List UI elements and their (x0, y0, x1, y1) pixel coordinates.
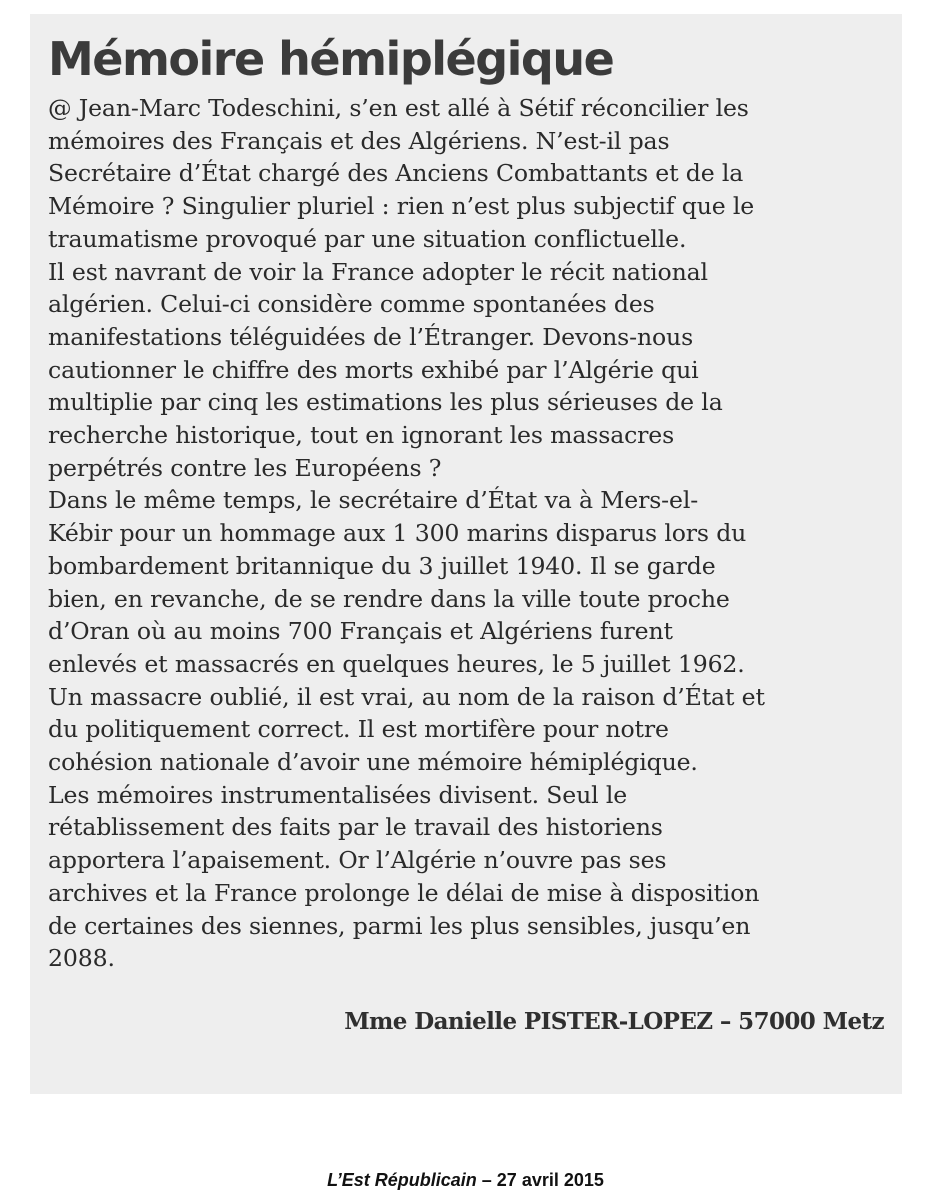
article-line: Kébir pour un hommage aux 1 300 marins disparus lors du (48, 519, 747, 548)
article-paragraph (48, 779, 884, 975)
article-line: algérien. Celui-ci considère comme spontanées des (48, 290, 655, 319)
article-line: 2088. (48, 944, 115, 973)
source-caption (0, 1168, 931, 1192)
source-publication: L’Est Républicain (327, 1170, 477, 1190)
article-line: cautionner le chiffre des morts exhibé par l’Algérie qui (48, 355, 699, 384)
article-line: Mémoire ? Singulier pluriel : rien n’est plus subjectif que le (48, 192, 755, 221)
article-line: multiplie par cinq les estimations les plus sérieuses de la (48, 388, 723, 417)
article-line: traumatisme provoqué par une situation conflictuelle. (48, 224, 687, 253)
article-line: apportera l’apaisement. Or l’Algérie n’ouvre pas ses (48, 846, 667, 875)
article-line: bombardement britannique du 3 juillet 1940. Il se garde (48, 551, 716, 580)
article-line: Dans le même temps, le secrétaire d’État va à Mers-el- (48, 486, 699, 515)
article-line: enlevés et massacrés en quelques heures, le 5 juillet 1962. (48, 649, 745, 678)
article-line: cohésion nationale d’avoir une mémoire hémiplégique. (48, 748, 698, 777)
article-title: Mémoire hémiplégique (48, 32, 614, 86)
article-line: Les mémoires instrumentalisées divisent. Seul le (48, 780, 628, 809)
article-line: archives et la France prolonge le délai de mise à disposition (48, 878, 760, 907)
article-line: recherche historique, tout en ignorant les massacres (48, 421, 675, 450)
article-line: Secrétaire d’État chargé des Anciens Combattants et de la (48, 159, 744, 188)
article-line: de certaines des siennes, parmi les plus sensibles, jusqu’en (48, 911, 751, 940)
article-line: manifestations téléguidées de l’Étranger. Devons-nous (48, 322, 694, 351)
article-line: mémoires des Français et des Algériens. N’est-il pas (48, 126, 670, 155)
article-line: rétablissement des faits par le travail des historiens (48, 813, 663, 842)
article-line: d’Oran où au moins 700 Français et Algériens furent (48, 617, 673, 646)
article-paragraph (48, 92, 884, 256)
letter-signature: Mme Danielle PISTER-LOPEZ – 57000 Metz (344, 1008, 884, 1035)
source-separator: – (476, 1170, 497, 1190)
source-date: 27 avril 2015 (496, 1170, 604, 1190)
article-line: bien, en revanche, de se rendre dans la ville toute proche (48, 584, 730, 613)
article-paragraph (48, 484, 884, 778)
article-line: Un massacre oublié, il est vrai, au nom de la raison d’État et (48, 682, 765, 711)
article-body (48, 92, 884, 975)
article-line: @ Jean-Marc Todeschini, s’en est allé à Sétif réconcilier les (48, 94, 749, 122)
article-paragraph (48, 256, 884, 485)
newspaper-clipping (30, 14, 902, 1094)
article-line: du politiquement correct. Il est mortifère pour notre (48, 715, 669, 744)
article-line: perpétrés contre les Européens ? (48, 453, 442, 482)
article-line: Il est navrant de voir la France adopter le récit national (48, 257, 708, 286)
